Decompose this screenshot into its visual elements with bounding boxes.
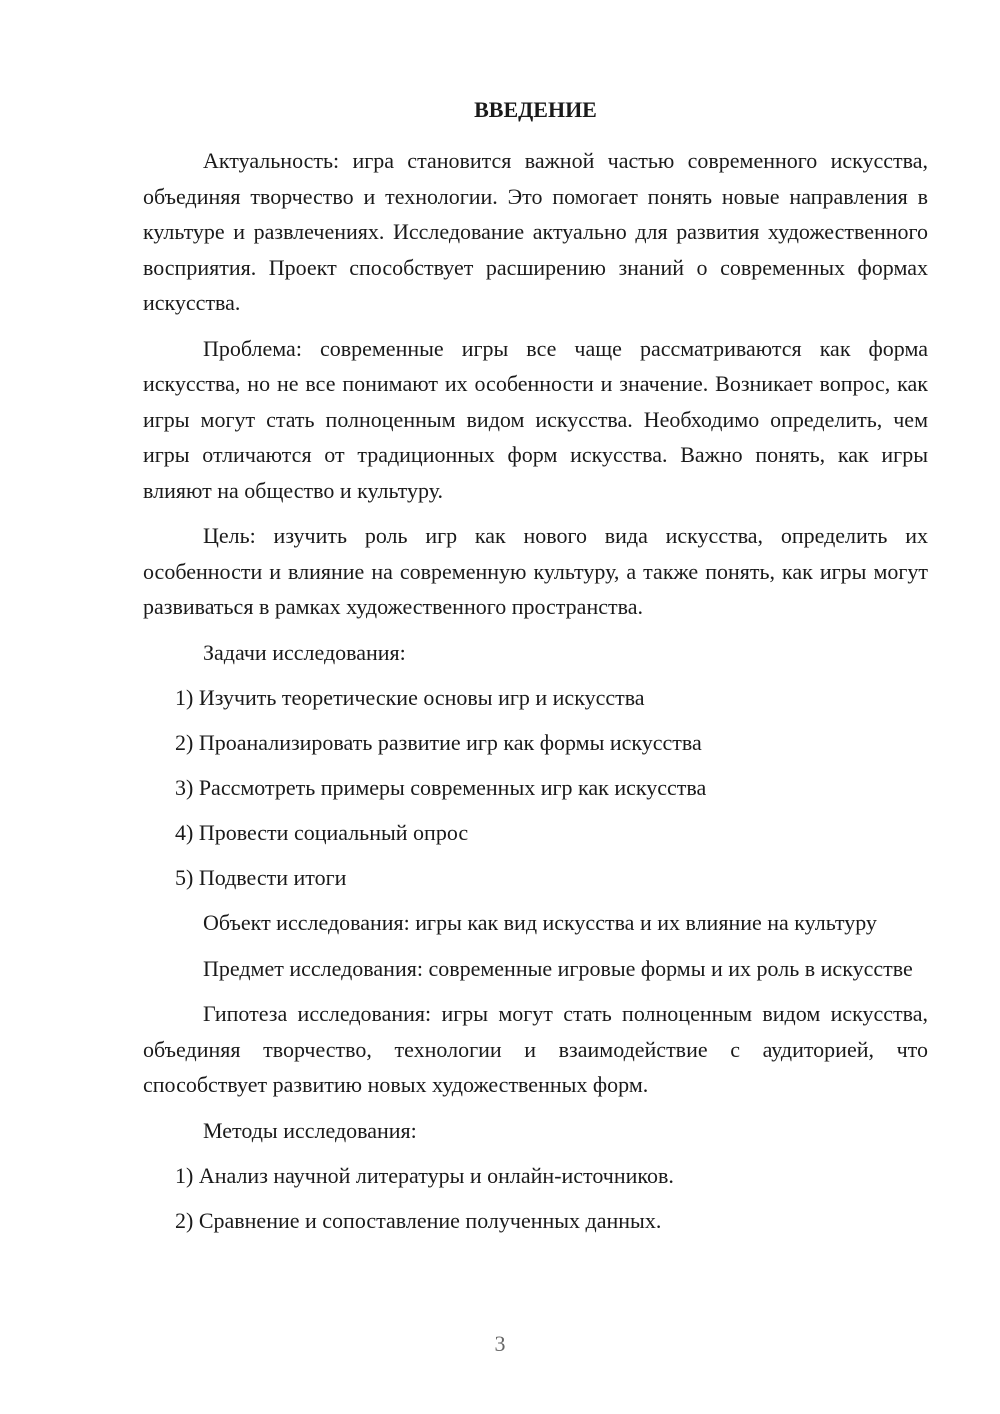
list-item: 4) Провести социальный опрос xyxy=(175,820,469,845)
tasks-label: Задачи исследования: xyxy=(203,639,406,665)
list-item: 3) Рассмотреть примеры современных игр как искусства xyxy=(175,775,707,800)
list-item: 5) Подвести итоги xyxy=(175,865,347,890)
methods-list xyxy=(143,1158,928,1239)
page-content xyxy=(143,92,928,1248)
goal-paragraph: Цель: изучить роль игр как нового вида искусства, определить их особенности и влияние на современную культуру, а также понять, как игры могут развиваться в рамках художественного пространства. xyxy=(143,523,928,619)
page-number: 3 xyxy=(494,1331,506,1356)
tasks-list xyxy=(143,680,928,896)
list-item: 1) Изучить теоретические основы игр и искусства xyxy=(175,685,645,710)
list-item: 2) Сравнение и сопоставление полученных данных. xyxy=(175,1208,662,1233)
methods-label: Методы исследования: xyxy=(203,1117,417,1143)
object-paragraph: Объект исследования: игры как вид искусства и их влияние на культуру xyxy=(203,910,877,935)
hypothesis-paragraph: Гипотеза исследования: игры могут стать полноценным видом искусства, объединяя творчество, технологии и взаимодействие с аудиторией, что способствует развитию новых художественных форм. xyxy=(143,1001,928,1097)
problem-paragraph: Проблема: современные игры все чаще рассматриваются как форма искусства, но не все понимают их особенности и значение. Возникает вопрос, как игры могут стать полноценным видом искусства. Необходимо определить, чем игры отличаются от традиционных форм искусства. Важно понять, как игры влияют на общество и культуру. xyxy=(143,335,928,503)
relevance-paragraph: Актуальность: игра становится важной частью современного искусства, объединяя творчество и технологии. Это помогает понять новые направления в культуре и развлечениях. Исследование актуально для развития художественного восприятия. Проект способствует расширению знаний о современных формах искусства. xyxy=(143,148,928,315)
list-item: 2) Проанализировать развитие игр как формы искусства xyxy=(175,730,702,755)
subject-paragraph: Предмет исследования: современные игровые формы и их роль в искусстве xyxy=(203,955,913,981)
section-heading: ВВЕДЕНИЕ xyxy=(474,97,597,122)
list-item: 1) Анализ научной литературы и онлайн-источников. xyxy=(175,1163,674,1188)
